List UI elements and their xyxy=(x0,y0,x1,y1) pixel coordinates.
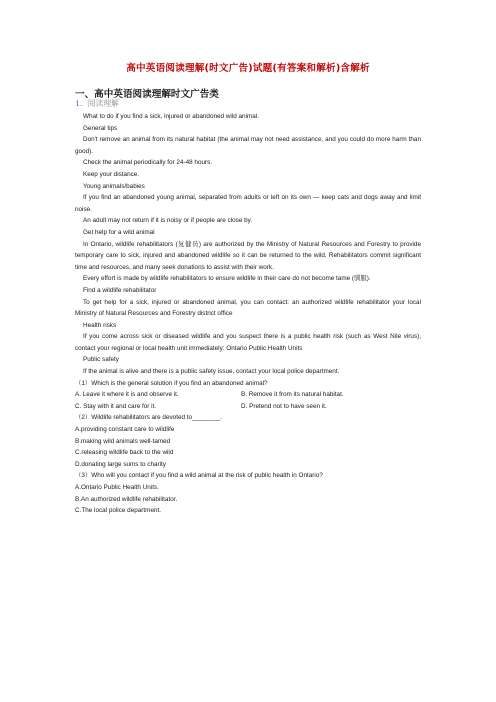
passage-subheading: Find a wildlife rehabilitator xyxy=(83,286,157,294)
option-c: C.releasing wildlife back to the wild xyxy=(75,449,174,457)
passage-paragraph: If the animal is alive and there is a public safety issue, contact your local police department. xyxy=(83,368,340,376)
option-row xyxy=(75,401,421,413)
passage-paragraph: An adult may not return if it is noisy or if people are close by. xyxy=(83,217,253,225)
passage-paragraph: If you find an abandoned young animal, separated from adults or left on its own — keep cats and dogs away and limit noise. xyxy=(75,194,421,213)
question-stem: （2）Wildlife rehabilitators are devoted to________. xyxy=(75,414,223,422)
question-label: 阅读理解 xyxy=(87,99,119,108)
passage-subheading: General tips xyxy=(83,124,118,132)
passage-paragraph: Every effort is made by wildlife rehabilitators to ensure wildlife in their care do not become tame (驯服). xyxy=(83,275,371,283)
option-b: B.An authorized wildlife rehabilitator. xyxy=(75,495,178,503)
passage-paragraph: If you come across sick or diseased wildlife and you suspect there is a public health risk (such as West Nile virus), contact your regional or local health unit immediately: Ontario Public Health Units xyxy=(75,333,421,352)
passage-paragraph: Don't remove an animal from its natural habitat (the animal may not need assistance, and you could do more harm than good). xyxy=(75,136,421,155)
question-subheading xyxy=(75,98,119,109)
option-d: D. Pretend not to have seen it. xyxy=(241,402,327,410)
option-b: B.making wild animals well-tamed xyxy=(75,437,171,445)
question-stem: （3）Who will you contact if you find a wild animal at the risk of public health in Ontario? xyxy=(75,472,323,480)
passage-subheading: Get help for a wild animal xyxy=(83,228,155,236)
option-b: B. Remove it from its natural habitat. xyxy=(241,391,344,399)
passage-subheading: Public safety xyxy=(83,356,119,364)
option-a: A. Leave it where it is and observe it. xyxy=(75,391,179,399)
passage-paragraph: In Ontario, wildlife rehabilitators (复健员) are authorized by the Ministry of Natural Resources and Forestry to provide temporary care to sick, injured and abandoned wildlife so it can be returned to the wild. Rehabilitators commit significant time and resources, and many seek donations to assist with their work. xyxy=(75,240,421,271)
passage-subheading: Young animals/babies xyxy=(83,182,145,190)
passage-paragraph: To get help for a sick, injured or abandoned animal, you can contact: an authorized wildlife rehabilitator your local Ministry of Natural Resources and Forestry district office xyxy=(75,298,421,318)
passage-body xyxy=(75,111,421,517)
passage-paragraph: What to do if you find a sick, injured or abandoned wild animal. xyxy=(83,113,259,120)
option-c: C. Stay with it and care for it. xyxy=(75,402,157,410)
passage-subheading: Health risks xyxy=(83,321,117,329)
question-stem: （1）Which is the general solution if you find an abandoned animal? xyxy=(75,379,268,387)
passage-paragraph: Check the animal periodically for 24-48 hours. xyxy=(83,159,213,167)
section-heading: 一、高中英语阅读理解时文广告类 xyxy=(75,89,219,100)
option-d: D.donating large sums to charity xyxy=(75,460,166,468)
option-a: A.providing constant care to wildlife xyxy=(75,426,175,434)
option-c: C.The local police department. xyxy=(75,507,162,515)
question-number: 1． xyxy=(75,99,88,108)
document-title: 高中英语阅读理解(时文广告)试题(有答案和解析)含解析 xyxy=(126,63,370,74)
option-row xyxy=(75,389,421,401)
passage-paragraph: Keep your distance. xyxy=(83,170,140,178)
option-a: A.Ontario Public Health Units. xyxy=(75,484,159,491)
